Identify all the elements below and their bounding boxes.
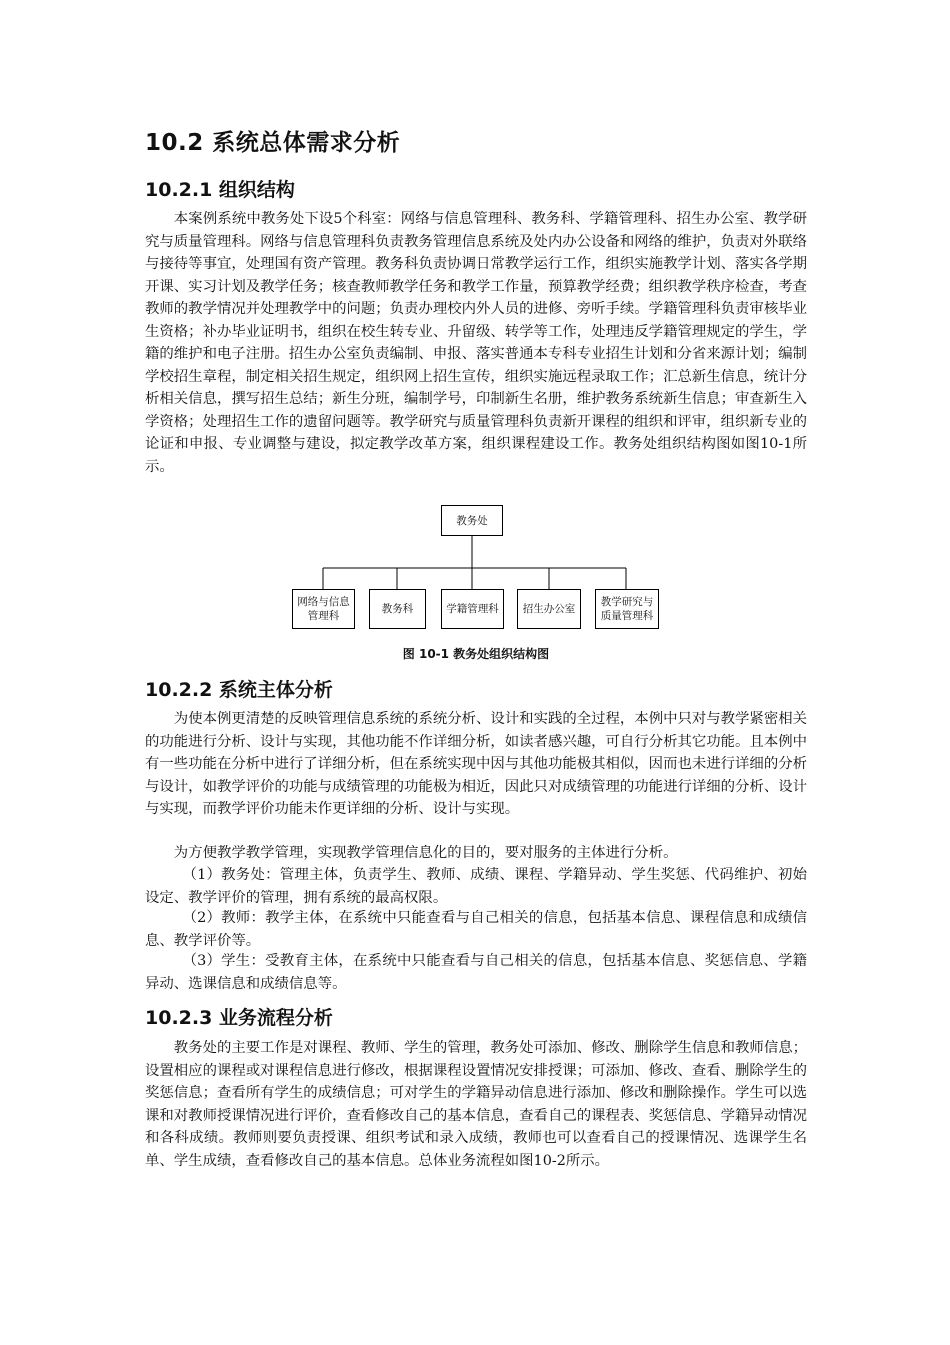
paragraph-business-process: 教务处的主要工作是对课程、教师、学生的管理，教务处可添加、修改、删除学生信息和教师信息；设置相应的课程或对课程信息进行修改，根据课程设置情况安排授课；可添加、修改、查看、删除学生的奖惩信息；查看所有学生的成绩信息；可对学生的学籍异动信息进行添加、修改和删除操作。学生可以选课和对教师授课情况进行评价，查看修改自己的基本信息，查看自己的课程表、奖惩信息、学籍异动情况和各科成绩。教师则要负责授课、组织考试和录入成绩，教师也可以查看自己的授课情况、选课学生名单、学生成绩，查看修改自己的基本信息。总体业务流程如图10-2所示。 — [145, 1040, 807, 1169]
org-node-label: 学籍管理科 — [446, 603, 499, 615]
list-item-academic-office: （1）教务处：管理主体，负责学生、教师、成绩、课程、学籍异动、学生奖惩、代码维护、初始设定、教学评价的管理，拥有系统的最高权限。 — [145, 867, 807, 906]
org-node-teaching-research — [595, 589, 659, 629]
org-node-root — [441, 505, 503, 536]
paragraph-system-subject-1: 为使本例更清楚的反映管理信息系统的系统分析、设计和实践的全过程，本例中只对与教学紧密相关的功能进行分析、设计与实现，其他功能不作详细分析，如读者感兴趣，可自行分析其它功能。且本例中有一些功能在分析中进行了详细分析，但在系统实现中因与其他功能极其相似，因而也未进行详细的分析与设计，如教学评价的功能与成绩管理的功能极为相近，因此只对成绩管理的功能进行详细的分析、设计与实现，而教学评价功能未作更详细的分析、设计与实现。 — [145, 711, 807, 817]
org-node-label-line1: 教学研究与 — [600, 596, 654, 608]
figure-caption: 图 10-1 教务处组织结构图 — [402, 647, 550, 661]
list-item-teacher: （2）教师：教学主体，在系统中只能查看与自己相关的信息，包括基本信息、课程信息和成绩信息、教学评价等。 — [145, 910, 807, 949]
org-node-root-label: 教务处 — [456, 514, 488, 527]
org-node-label-line2: 质量管理科 — [600, 610, 654, 622]
paragraph-system-subject-2: 为方便教学教学管理，实现教学管理信息化的目的，要对服务的主体进行分析。 — [173, 845, 678, 861]
org-node-label-line1: 网络与信息 — [297, 596, 350, 608]
org-node-academic-affairs — [369, 589, 426, 629]
heading-business-process: 10.2.3 业务流程分析 — [145, 1007, 333, 1029]
org-node-admissions — [517, 589, 581, 629]
org-node-label: 招生办公室 — [522, 603, 576, 615]
org-node-label: 教务科 — [381, 603, 414, 615]
org-node-network-info — [292, 589, 355, 629]
org-node-student-records — [441, 589, 504, 629]
org-node-label-line2: 管理科 — [307, 610, 340, 622]
heading-org-structure: 10.2.1 组织结构 — [145, 179, 295, 201]
section-title: 10.2 系统总体需求分析 — [145, 130, 401, 156]
list-item-student: （3）学生：受教育主体，在系统中只能查看与自己相关的信息，包括基本信息、奖惩信息、学籍异动、选课信息和成绩信息等。 — [145, 953, 807, 992]
heading-system-subject: 10.2.2 系统主体分析 — [145, 679, 333, 701]
paragraph-org-structure: 本案例系统中教务处下设5个科室：网络与信息管理科、教务科、学籍管理科、招生办公室、教学研究与质量管理科。网络与信息管理科负责教务管理信息系统及处内办公设备和网络的维护，负责对外联络与接待等事宜，处理国有资产管理。教务科负责协调日常教学运行工作，组织实施教学计划、落实各学期开课、实习计划及教学任务；核查教师教学任务和教学工作量，预算教学经费；组织教学秩序检查，考查教师的教学情况并处理教学中的问题；负责办理校内外人员的进修、旁听手续。学籍管理科负责审核毕业生资格；补办毕业证明书，组织在校生转专业、升留级、转学等工作，处理违反学籍管理规定的学生，学籍的维护和电子注册。招生办公室负责编制、申报、落实普通本专科专业招生计划和分省来源计划；编制学校招生章程，制定相关招生规定，组织网上招生宣传，组织实施远程录取工作；汇总新生信息，统计分析相关信息，撰写招生总结；新生分班，编制学号，印制新生名册，维护教务系统新生信息；审查新生入学资格；处理招生工作的遗留问题等。教学研究与质量管理科负责新开课程的组织和评审，组织新专业的论证和申报、专业调整与建设，拟定教学改革方案，组织课程建设工作。教务处组织结构图如图10-1所示。 — [145, 211, 807, 475]
org-chart — [145, 500, 807, 635]
